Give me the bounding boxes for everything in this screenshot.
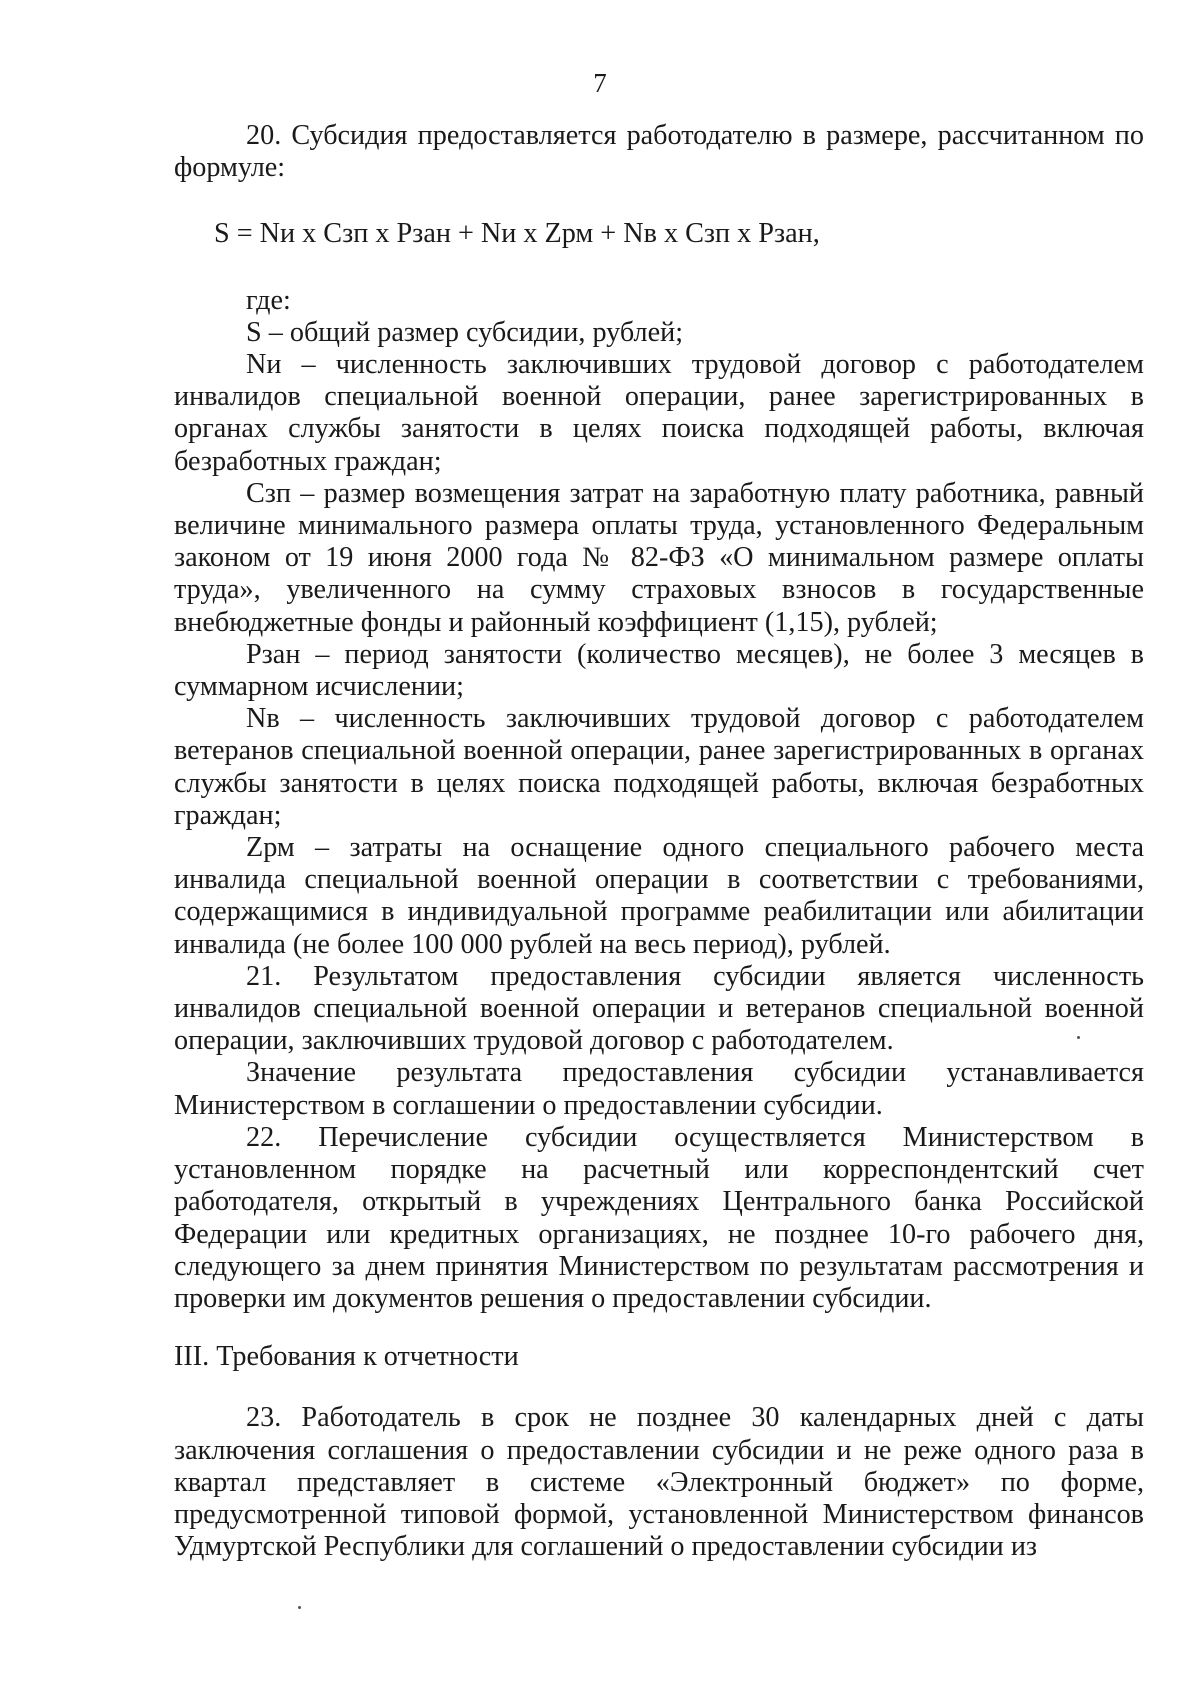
formula-where: где: <box>246 284 291 316</box>
paragraph-22: 22. Перечисление субсидии осуществляется Министерством в установленном порядке на расчетный или корреспондентский счет работодателя, открытый в учреждениях Центрального банка Российской Федерации или кредитных организациях, не позднее 10-го рабочего дня, следующего за днем принятия Министерством по результатам рассмотрения и проверки им документов решения о предоставлении субсидии. <box>174 1121 1144 1314</box>
definition-ni: Nи – численность заключивших трудовой договор с работодателем инвалидов специальной военной операции, ранее зарегистрированных в органах службы занятости в целях поиска подходящей работы, включая безработных граждан; <box>174 349 1144 477</box>
section-title-reporting: III. Требования к отчетности <box>174 1341 519 1373</box>
definition-rzan: Рзан – период занятости (количество месяцев), не более 3 месяцев в суммарном исчислении; <box>174 638 1144 703</box>
subsidy-formula: S = Nи x Сзп x Рзан + Nи x Zрм + Nв x Сзп x Рзан, <box>214 218 820 250</box>
paragraph-20-intro: 20. Субсидия предоставляется работодателю в размере, рассчитанном по формуле: <box>174 120 1144 184</box>
definition-nv: Nв – численность заключивших трудовой договор с работодателем ветеранов специальной военной операции, ранее зарегистрированных в органах службы занятости в целях поиска подходящей работы, включая безработных граждан; <box>174 703 1144 831</box>
paragraph-21-value: Значение результата предоставления субсидии устанавливается Министерством в соглашении о предоставлении субсидии. <box>174 1057 1144 1121</box>
scan-speck <box>1077 1036 1080 1039</box>
page-number: 7 <box>593 68 607 98</box>
document-body <box>174 120 1144 1563</box>
paragraph-21: 21. Результатом предоставления субсидии является численность инвалидов специальной военной операции и ветеранов специальной военной операции, заключивших трудовой договор с работодателем. <box>174 960 1144 1057</box>
definition-s: S – общий размер субсидии, рублей; <box>246 316 684 348</box>
definition-zrm: Zрм – затраты на оснащение одного специального рабочего места инвалида специальной военной операции в соответствии с требованиями, содержащимися в индивидуальной программе реабилитации или абилитации инвалида (не более 100 000 рублей на весь период), рублей. <box>174 832 1144 960</box>
paragraph-23: 23. Работодатель в срок не позднее 30 календарных дней с даты заключения соглашения о предоставлении субсидии и не реже одного раза в квартал представляет в системе «Электронный бюджет» по форме, предусмотренной типовой формой, установленной Министерством финансов Удмуртской Республики для соглашений о предоставлении субсидии из <box>174 1402 1144 1563</box>
scan-speck <box>298 1606 301 1609</box>
definition-szp: Сзп – размер возмещения затрат на заработную плату работника, равный величине минимального размера оплаты труда, установленного Федеральным законом от 19 июня 2000 года № 82-ФЗ «О минимальном размере оплаты труда», увеличенного на сумму страховых взносов в государственные внебюджетные фонды и районный коэффициент (1,15), рублей; <box>174 477 1144 638</box>
